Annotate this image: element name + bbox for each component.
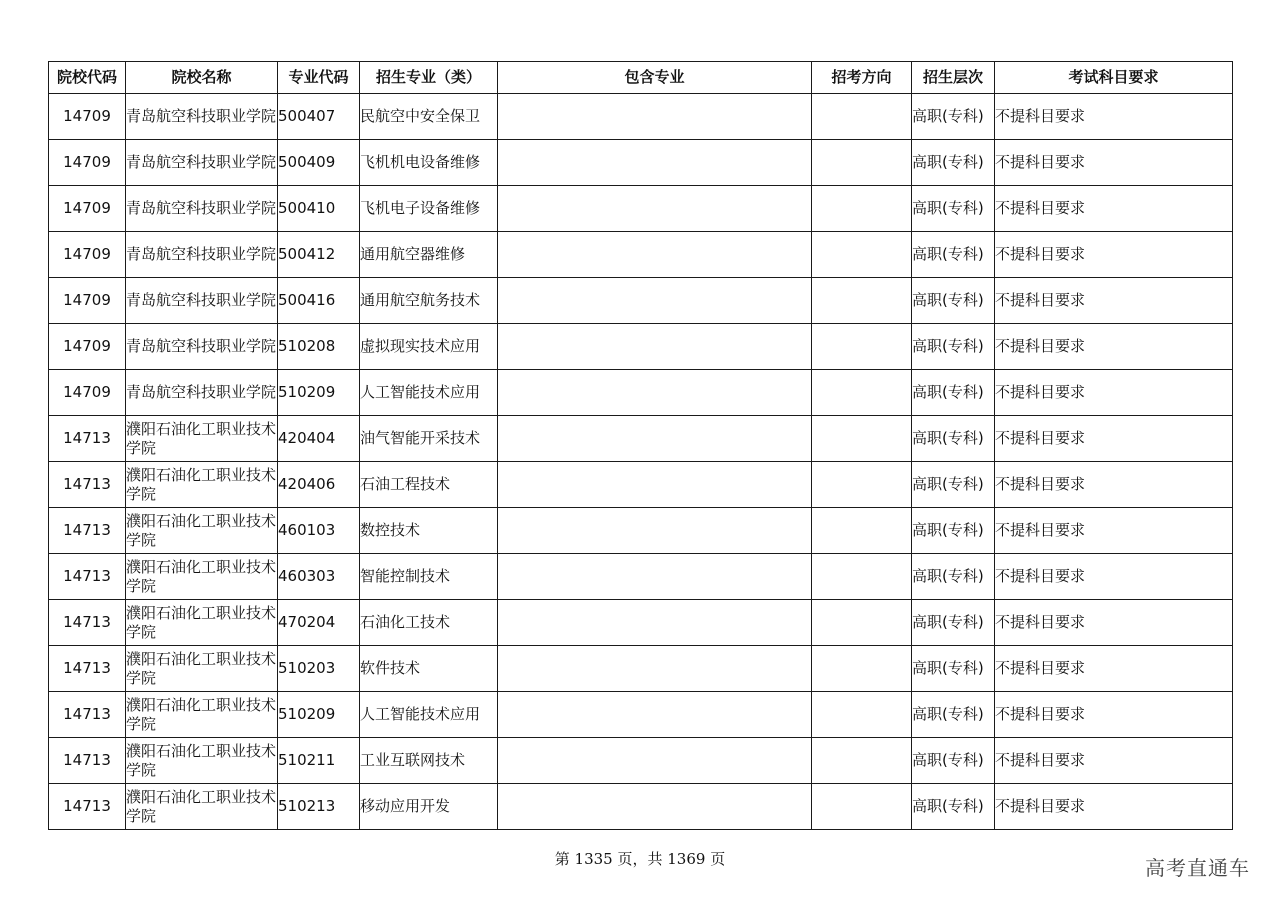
direction-cell (812, 232, 912, 278)
requirement-cell: 不提科目要求 (995, 554, 1233, 600)
major-cell: 人工智能技术应用 (360, 370, 498, 416)
requirement-cell: 不提科目要求 (995, 370, 1233, 416)
level-cell: 高职(专科) (912, 94, 995, 140)
major-code-cell: 510209 (278, 692, 360, 738)
table-row (49, 692, 1233, 738)
included-majors-cell (498, 232, 812, 278)
included-majors-cell (498, 186, 812, 232)
table-row (49, 600, 1233, 646)
level-cell: 高职(专科) (912, 554, 995, 600)
major-code-cell: 460103 (278, 508, 360, 554)
table-row (49, 646, 1233, 692)
major-code-cell: 500410 (278, 186, 360, 232)
level-cell: 高职(专科) (912, 646, 995, 692)
school-code-cell: 14713 (49, 784, 126, 830)
direction-cell (812, 508, 912, 554)
major-cell: 软件技术 (360, 646, 498, 692)
level-cell: 高职(专科) (912, 600, 995, 646)
major-cell: 油气智能开采技术 (360, 416, 498, 462)
included-majors-cell (498, 462, 812, 508)
major-code-cell: 460303 (278, 554, 360, 600)
major-cell: 飞机机电设备维修 (360, 140, 498, 186)
page-number: 第 1335 页，共 1369 页 (554, 850, 726, 868)
table-row (49, 738, 1233, 784)
direction-cell (812, 94, 912, 140)
included-majors-cell (498, 508, 812, 554)
school-name-cell: 濮阳石油化工职业技术学院 (126, 692, 278, 738)
table-row (49, 186, 1233, 232)
major-code-cell: 500416 (278, 278, 360, 324)
table-row (49, 278, 1233, 324)
major-code-cell: 510213 (278, 784, 360, 830)
school-name-cell: 青岛航空科技职业学院 (126, 324, 278, 370)
major-cell: 移动应用开发 (360, 784, 498, 830)
direction-cell (812, 600, 912, 646)
level-cell: 高职(专科) (912, 140, 995, 186)
requirement-cell: 不提科目要求 (995, 278, 1233, 324)
major-cell: 智能控制技术 (360, 554, 498, 600)
requirement-cell: 不提科目要求 (995, 692, 1233, 738)
major-cell: 工业互联网技术 (360, 738, 498, 784)
school-name-cell: 青岛航空科技职业学院 (126, 370, 278, 416)
school-name-cell: 青岛航空科技职业学院 (126, 186, 278, 232)
requirement-cell: 不提科目要求 (995, 94, 1233, 140)
requirement-cell: 不提科目要求 (995, 462, 1233, 508)
included-majors-cell (498, 646, 812, 692)
table-row (49, 140, 1233, 186)
school-code-cell: 14713 (49, 600, 126, 646)
level-cell: 高职(专科) (912, 416, 995, 462)
included-majors-cell (498, 600, 812, 646)
major-code-cell: 470204 (278, 600, 360, 646)
requirement-cell: 不提科目要求 (995, 738, 1233, 784)
included-majors-cell (498, 370, 812, 416)
header-included-majors: 包含专业 (498, 62, 812, 94)
header-school-code: 院校代码 (49, 62, 126, 94)
major-code-cell: 510203 (278, 646, 360, 692)
included-majors-cell (498, 554, 812, 600)
direction-cell (812, 554, 912, 600)
header-level: 招生层次 (912, 62, 995, 94)
school-code-cell: 14709 (49, 278, 126, 324)
header-school-name: 院校名称 (126, 62, 278, 94)
level-cell: 高职(专科) (912, 186, 995, 232)
requirement-cell: 不提科目要求 (995, 646, 1233, 692)
school-name-cell: 青岛航空科技职业学院 (126, 140, 278, 186)
requirement-cell: 不提科目要求 (995, 186, 1233, 232)
level-cell: 高职(专科) (912, 324, 995, 370)
major-cell: 石油化工技术 (360, 600, 498, 646)
major-code-cell: 510211 (278, 738, 360, 784)
table-body (49, 94, 1233, 830)
level-cell: 高职(专科) (912, 738, 995, 784)
school-name-cell: 青岛航空科技职业学院 (126, 232, 278, 278)
level-cell: 高职(专科) (912, 784, 995, 830)
included-majors-cell (498, 324, 812, 370)
school-name-cell: 青岛航空科技职业学院 (126, 94, 278, 140)
major-cell: 通用航空器维修 (360, 232, 498, 278)
included-majors-cell (498, 278, 812, 324)
major-cell: 人工智能技术应用 (360, 692, 498, 738)
school-name-cell: 濮阳石油化工职业技术学院 (126, 416, 278, 462)
major-cell: 民航空中安全保卫 (360, 94, 498, 140)
major-cell: 通用航空航务技术 (360, 278, 498, 324)
school-code-cell: 14709 (49, 324, 126, 370)
table-row (49, 324, 1233, 370)
school-name-cell: 濮阳石油化工职业技术学院 (126, 554, 278, 600)
school-code-cell: 14713 (49, 554, 126, 600)
major-code-cell: 500407 (278, 94, 360, 140)
school-code-cell: 14713 (49, 508, 126, 554)
direction-cell (812, 462, 912, 508)
direction-cell (812, 370, 912, 416)
direction-cell (812, 646, 912, 692)
direction-cell (812, 140, 912, 186)
table-row (49, 784, 1233, 830)
included-majors-cell (498, 416, 812, 462)
requirement-cell: 不提科目要求 (995, 784, 1233, 830)
school-name-cell: 濮阳石油化工职业技术学院 (126, 646, 278, 692)
direction-cell (812, 738, 912, 784)
header-row (49, 62, 1233, 94)
header-major-code: 专业代码 (278, 62, 360, 94)
major-cell: 飞机电子设备维修 (360, 186, 498, 232)
level-cell: 高职(专科) (912, 278, 995, 324)
major-cell: 数控技术 (360, 508, 498, 554)
included-majors-cell (498, 94, 812, 140)
major-code-cell: 500409 (278, 140, 360, 186)
watermark: 高考直通车 (1145, 856, 1250, 880)
included-majors-cell (498, 692, 812, 738)
requirement-cell: 不提科目要求 (995, 232, 1233, 278)
major-cell: 虚拟现实技术应用 (360, 324, 498, 370)
direction-cell (812, 692, 912, 738)
direction-cell (812, 416, 912, 462)
school-code-cell: 14709 (49, 186, 126, 232)
level-cell: 高职(专科) (912, 692, 995, 738)
school-code-cell: 14709 (49, 232, 126, 278)
direction-cell (812, 324, 912, 370)
included-majors-cell (498, 738, 812, 784)
major-cell: 石油工程技术 (360, 462, 498, 508)
major-code-cell: 510209 (278, 370, 360, 416)
table-row (49, 232, 1233, 278)
school-code-cell: 14713 (49, 646, 126, 692)
major-code-cell: 500412 (278, 232, 360, 278)
table-row (49, 462, 1233, 508)
requirement-cell: 不提科目要求 (995, 324, 1233, 370)
major-code-cell: 420404 (278, 416, 360, 462)
header-requirement: 考试科目要求 (995, 62, 1233, 94)
level-cell: 高职(专科) (912, 462, 995, 508)
header-major: 招生专业（类） (360, 62, 498, 94)
table-row (49, 416, 1233, 462)
direction-cell (812, 186, 912, 232)
school-code-cell: 14713 (49, 738, 126, 784)
school-name-cell: 濮阳石油化工职业技术学院 (126, 738, 278, 784)
table-row (49, 508, 1233, 554)
direction-cell (812, 278, 912, 324)
requirement-cell: 不提科目要求 (995, 508, 1233, 554)
included-majors-cell (498, 140, 812, 186)
direction-cell (812, 784, 912, 830)
level-cell: 高职(专科) (912, 370, 995, 416)
school-code-cell: 14713 (49, 416, 126, 462)
included-majors-cell (498, 784, 812, 830)
requirement-cell: 不提科目要求 (995, 416, 1233, 462)
requirement-cell: 不提科目要求 (995, 140, 1233, 186)
school-name-cell: 濮阳石油化工职业技术学院 (126, 508, 278, 554)
table-row (49, 370, 1233, 416)
admissions-table (48, 61, 1233, 830)
school-name-cell: 濮阳石油化工职业技术学院 (126, 600, 278, 646)
school-code-cell: 14709 (49, 94, 126, 140)
major-code-cell: 420406 (278, 462, 360, 508)
major-code-cell: 510208 (278, 324, 360, 370)
school-code-cell: 14709 (49, 140, 126, 186)
level-cell: 高职(专科) (912, 508, 995, 554)
level-cell: 高职(专科) (912, 232, 995, 278)
school-name-cell: 濮阳石油化工职业技术学院 (126, 784, 278, 830)
requirement-cell: 不提科目要求 (995, 600, 1233, 646)
table-row (49, 94, 1233, 140)
school-name-cell: 濮阳石油化工职业技术学院 (126, 462, 278, 508)
school-code-cell: 14713 (49, 462, 126, 508)
header-direction: 招考方向 (812, 62, 912, 94)
school-code-cell: 14713 (49, 692, 126, 738)
school-code-cell: 14709 (49, 370, 126, 416)
table-row (49, 554, 1233, 600)
school-name-cell: 青岛航空科技职业学院 (126, 278, 278, 324)
